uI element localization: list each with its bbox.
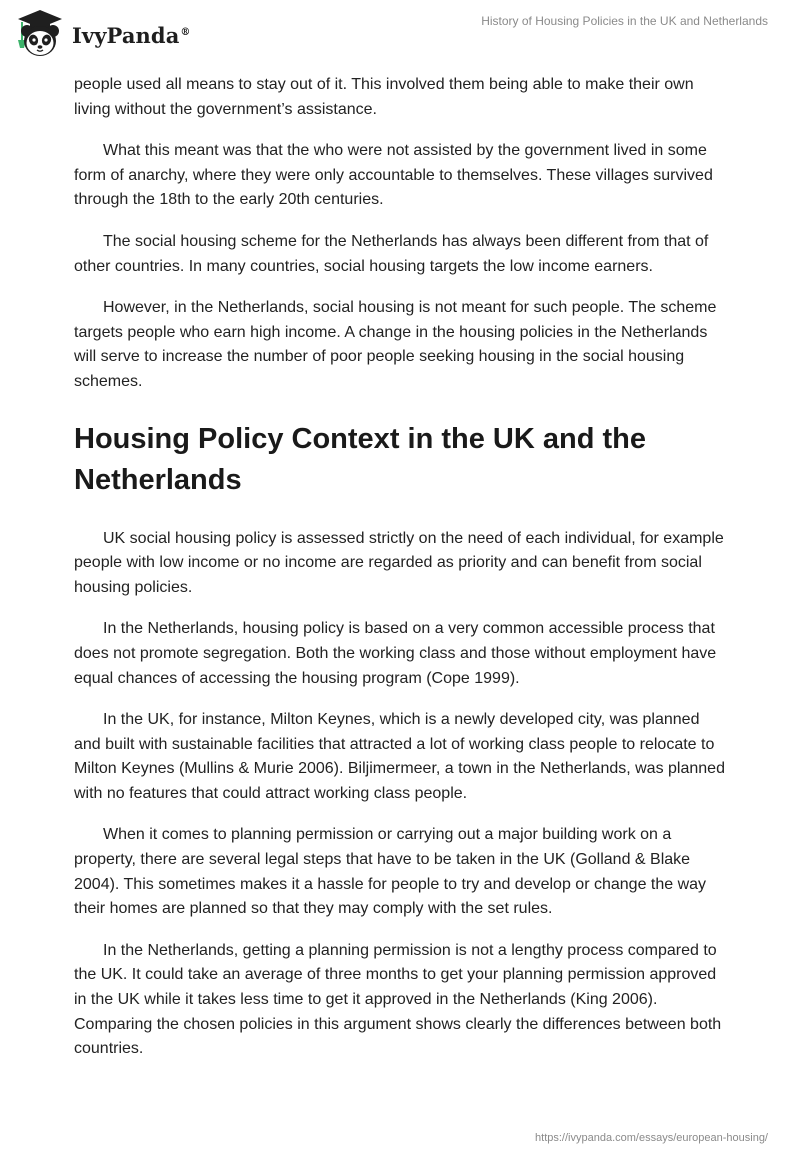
paragraph-7: In the UK, for instance, Milton Keynes, which is a newly developed city, was planned and built with sustainable facilities that attracted a lot of working class people to relocate to Milton Keynes (Mullins & Murie 2006). Biljimermeer, a town in the Netherlands, was planned with no features that could attract working class people. bbox=[74, 711, 725, 802]
article-body bbox=[74, 73, 728, 1079]
paragraph-9: In the Netherlands, getting a planning permission is not a lengthy process compared to the UK. It could take an average of three months to get your planning permission approved in the UK while it takes less time to get it approved in the Netherlands (King 2006). Comparing the chosen policies in this argument shows clearly the differences between both countries. bbox=[74, 941, 722, 1058]
paragraph-4: However, in the Netherlands, social housing is not meant for such people. The scheme targets people who earn high income. A change in the housing policies in the Netherlands will serve to increase the number of poor people seeking housing in the social housing schemes. bbox=[74, 299, 717, 390]
page-header bbox=[0, 0, 800, 70]
paragraph-1: people used all means to stay out of it. This involved them being able to make their own living without the government’s assistance. bbox=[74, 76, 694, 118]
paragraph-3: The social housing scheme for the Netherlands has always been different from that of other countries. In many countries, social housing targets the low income earners. bbox=[74, 232, 709, 275]
source-url[interactable]: https://ivypanda.com/essays/european-housing/ bbox=[535, 1132, 768, 1144]
section-heading: Housing Policy Context in the UK and the Netherlands bbox=[74, 422, 646, 496]
document-title: History of Housing Policies in the UK and Netherlands bbox=[481, 14, 768, 28]
paragraph-6: In the Netherlands, housing policy is based on a very common accessible process that does not promote segregation. Both the working class and those without employment have equal chances of accessing the housing program (Cope 1999). bbox=[74, 620, 717, 687]
registered-mark: ® bbox=[180, 26, 191, 38]
paragraph-8: When it comes to planning permission or carrying out a major building work on a property, there are several legal steps that have to be taken in the UK (Golland & Blake 2004). This sometimes makes it a hassle for people to try and develop or change the way their homes are planned so that they may comply with the set rules. bbox=[74, 826, 707, 918]
paragraph-5: UK social housing policy is assessed strictly on the need of each individual, for example people with low income or no income are regarded as priority and can benefit from social housing policies. bbox=[74, 529, 724, 596]
brand-name: IvyPanda® bbox=[72, 22, 191, 48]
ivypanda-logo[interactable] bbox=[14, 8, 191, 60]
panda-graduate-icon bbox=[14, 8, 66, 60]
paragraph-2: What this meant was that the who were not assisted by the government lived in some form of anarchy, where they were only accountable to themselves. These villages survived through the 18th to the early 20th centuries. bbox=[74, 142, 713, 209]
